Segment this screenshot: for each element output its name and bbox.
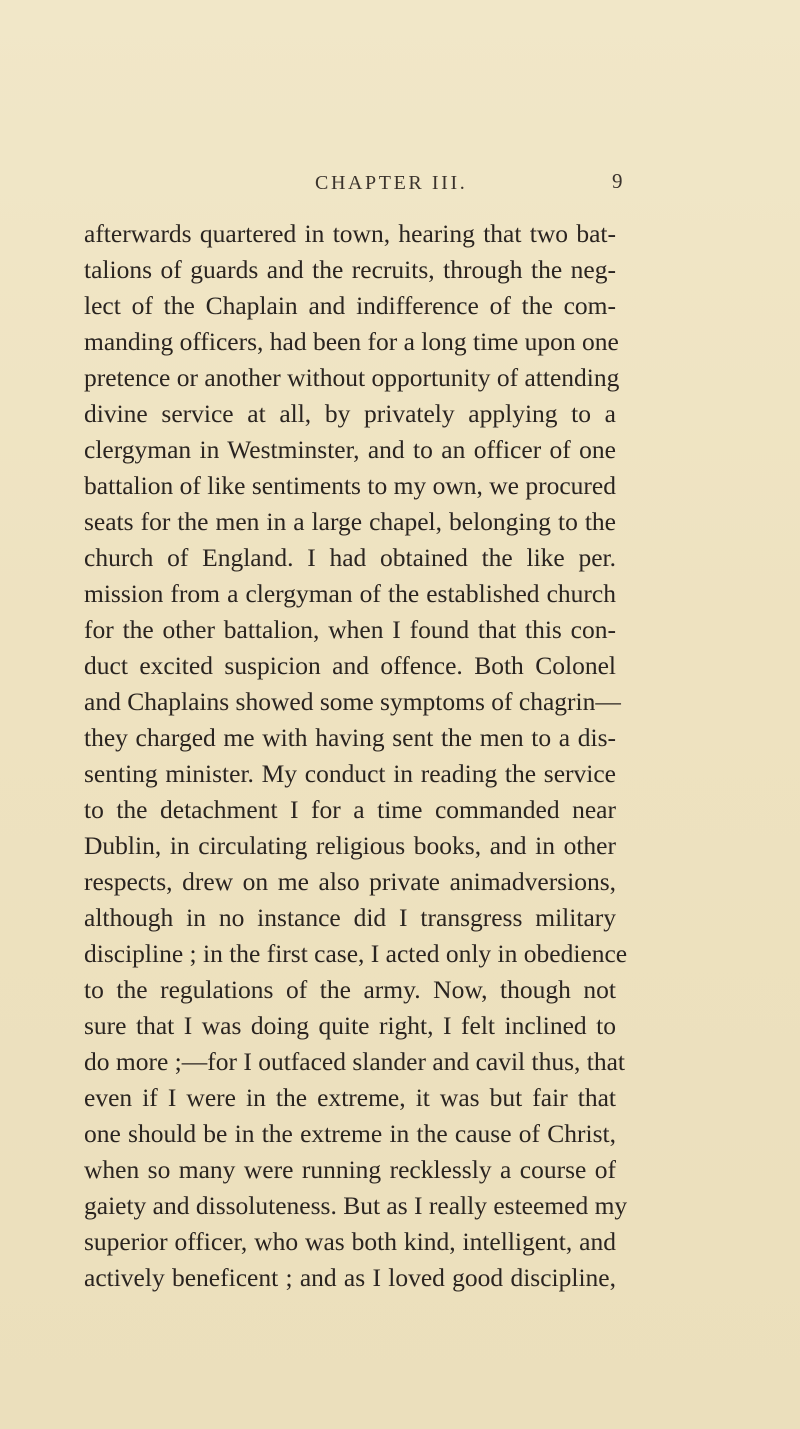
text-line: church of England. I had obtained the like per. [84,543,616,572]
text-line: lect of the Chaplain and indifference of the com- [84,291,616,320]
text-line: duct excited suspicion and offence. Both Colonel [84,651,616,680]
text-line: to the detachment I for a time commanded near [84,795,616,824]
page-header [0,169,800,202]
text-line: for the other battalion, when I found that this con- [84,615,616,644]
text-line: Dublin, in circulating religious books, and in other [84,831,616,860]
text-line: clergyman in Westminster, and to an officer of one [84,435,616,464]
text-line: afterwards quartered in town, hearing that two bat- [84,219,616,248]
text-line: talions of guards and the recruits, through the neg- [84,255,616,284]
text-line: superior officer, who was both kind, intelligent, and [84,1227,616,1256]
text-line: gaiety and dissoluteness. But as I really esteemed my [84,1191,628,1220]
text-line: although in no instance did I transgress military [84,903,616,932]
page-number: 9 [612,169,623,193]
text-line: do more ;—for I outfaced slander and cavil thus, that [84,1047,625,1076]
text-line: mission from a clergyman of the established church [84,579,616,608]
text-line: actively beneficent ; and as I loved good discipline, [84,1263,616,1292]
text-line: sure that I was doing quite right, I felt inclined to [84,1011,616,1040]
text-line: when so many were running recklessly a course of [84,1155,616,1184]
text-line: even if I were in the extreme, it was but fair that [84,1083,616,1112]
text-line: manding officers, had been for a long time upon one [84,327,619,356]
running-title: CHAPTER III. [315,172,468,194]
text-line: pretence or another without opportunity of attending [84,363,620,392]
text-line: respects, drew on me also private animadversions, [84,867,616,896]
text-line: they charged me with having sent the men to a dis- [84,723,616,752]
text-line: one should be in the extreme in the cause of Christ, [84,1119,616,1148]
text-line: senting minister. My conduct in reading the service [84,759,616,788]
text-line: battalion of like sentiments to my own, we procured [84,471,616,500]
text-line: to the regulations of the army. Now, though not [84,975,616,1004]
text-line: seats for the men in a large chapel, belonging to the [84,507,616,536]
text-line: divine service at all, by privately applying to a [84,399,616,428]
text-line: discipline ; in the first case, I acted only in obedience [84,939,628,968]
text-line: and Chaplains showed some symptoms of chagrin— [84,687,621,716]
